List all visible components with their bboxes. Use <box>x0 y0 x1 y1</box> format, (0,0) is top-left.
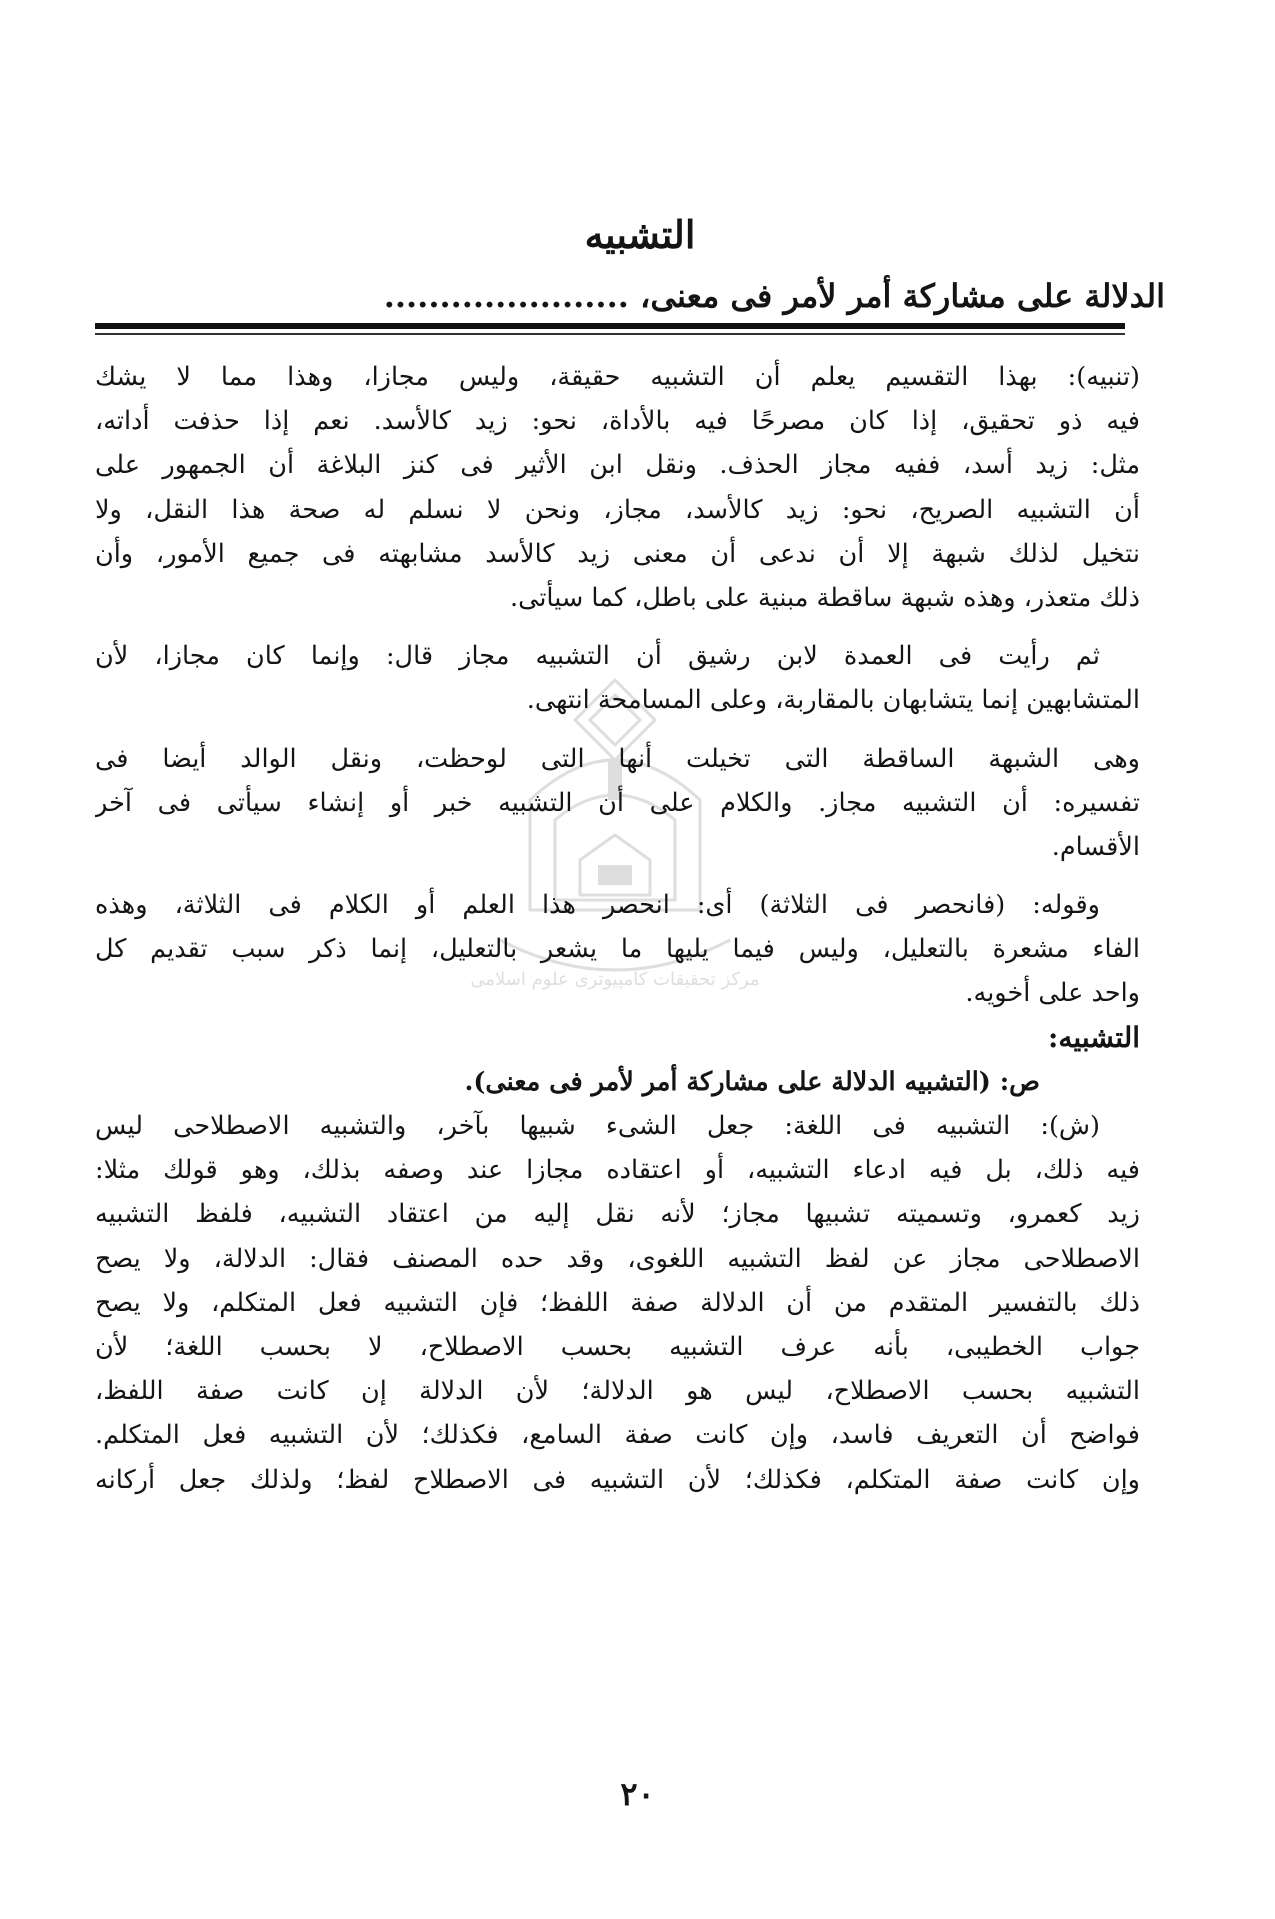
sharh-paragraph <box>95 1104 1140 1502</box>
running-subtitle: الدلالة على مشاركة أمر لأمر فى معنى، ...................... <box>383 277 1165 315</box>
page-header <box>95 205 1185 323</box>
paragraph-4 <box>95 883 1140 1016</box>
text-line: وإن كانت صفة المتكلم، فكذلك؛ لأن التشبيه فى الاصطلاح لفظ؛ ولذلك جعل أركانه <box>95 1464 1140 1495</box>
text-line: (تنبيه): بهذا التقسيم يعلم أن التشبيه حقيقة، وليس مجازا، وهذا مما لا يشك <box>95 362 1140 392</box>
text-line: أن التشبيه الصريح، نحو: زيد كالأسد، مجاز، ونحن لا نسلم له صحة هذا النقل، ولا <box>95 494 1140 525</box>
text-line: ثم رأيت فى العمدة لابن رشيق أن التشبيه مجاز قال: وإنما كان مجازا، لأن <box>95 641 1100 672</box>
text-line: واحد على أخويه. <box>965 978 1140 1009</box>
text-line: جواب الخطيبى، بأنه عرف التشبيه بحسب الاصطلاح، لا بحسب اللغة؛ لأن <box>95 1331 1140 1362</box>
text-line: المتشابهين إنما يتشابهان بالمقاربة، وعلى المسامحة انتهى. <box>526 685 1140 716</box>
text-line: التشبيه بحسب الاصطلاح، ليس هو الدلالة؛ لأن الدلالة إن كانت صفة اللفظ، <box>95 1376 1140 1407</box>
section-heading: التشبيه: <box>1048 1020 1140 1054</box>
matn-line: ص: (التشبيه الدلالة على مشاركة أمر لأمر فى معنى). <box>464 1066 1040 1097</box>
text-line: وهى الشبهة الساقطة التى تخيلت أنها التى لوحظت، ونقل الوالد أيضا فى <box>95 743 1140 774</box>
header-rule-thick <box>95 323 1125 329</box>
page-number: ٢٠ <box>620 1775 655 1813</box>
stamp-text: مركز تحقيقات كامپيوترى علوم اسلامى <box>470 969 760 990</box>
running-title: التشبيه <box>584 212 696 257</box>
text-line: الأقسام. <box>1051 831 1140 862</box>
text-line: فيه ذو تحقيق، إذا كان مصرحًا فيه بالأداة، نحو: زيد كالأسد. نعم إذا حذفت أداته، <box>95 406 1140 437</box>
text-line: ذلك متعذر، وهذه شبهة ساقطة مبنية على باطل، كما سيأتى. <box>509 582 1140 613</box>
paragraph-3 <box>95 737 1140 870</box>
text-line: ذلك بالتفسير المتقدم من أن الدلالة صفة اللفظ؛ فإن التشبيه فعل المتكلم، ولا يصح <box>95 1287 1140 1318</box>
text-line: تفسيره: أن التشبيه مجاز. والكلام على أن التشبيه خبر أو إنشاء سيأتى فى آخر <box>95 787 1140 818</box>
paragraph-2 <box>95 634 1140 722</box>
paragraph-1 <box>95 355 1140 620</box>
body-text <box>95 355 1140 1502</box>
text-line: (ش): التشبيه فى اللغة: جعل الشىء شبيها بآخر، والتشبيه الاصطلاحى ليس <box>95 1111 1100 1141</box>
text-line: الاصطلاحى مجاز عن لفظ التشبيه اللغوى، وقد حده المصنف فقال: الدلالة، ولا يصح <box>95 1243 1140 1274</box>
text-line: نتخيل لذلك شبهة إلا أن ندعى أن معنى زيد كالأسد مشابهته فى جميع الأمور، وأن <box>95 538 1140 569</box>
text-line: مثل: زيد أسد، ففيه مجاز الحذف. ونقل ابن الأثير فى كنز البلاغة أن الجمهور على <box>95 450 1140 481</box>
text-line: الفاء مشعرة بالتعليل، وليس فيما يليها ما يشعر بالتعليل، إنما ذكر سبب تقديم كل <box>95 934 1140 965</box>
text-line: فيه ذلك، بل فيه ادعاء التشبيه، أو اعتقاده مجازا عند وصفه بذلك، وهو قولك مثلا: <box>95 1155 1140 1186</box>
text-line: زيد كعمرو، وتسميته تشبيها مجاز؛ لأنه نقل إليه من اعتقاد التشبيه، فلفظ التشبيه <box>95 1199 1140 1230</box>
header-rule-thin <box>95 333 1125 335</box>
text-line: وقوله: (فانحصر فى الثلاثة) أى: انحصر هذا العلم أو الكلام فى الثلاثة، وهذه <box>95 890 1100 921</box>
text-line: فواضح أن التعريف فاسد، وإن كانت صفة السامع، فكذلك؛ لأن التشبيه فعل المتكلم. <box>95 1420 1140 1451</box>
